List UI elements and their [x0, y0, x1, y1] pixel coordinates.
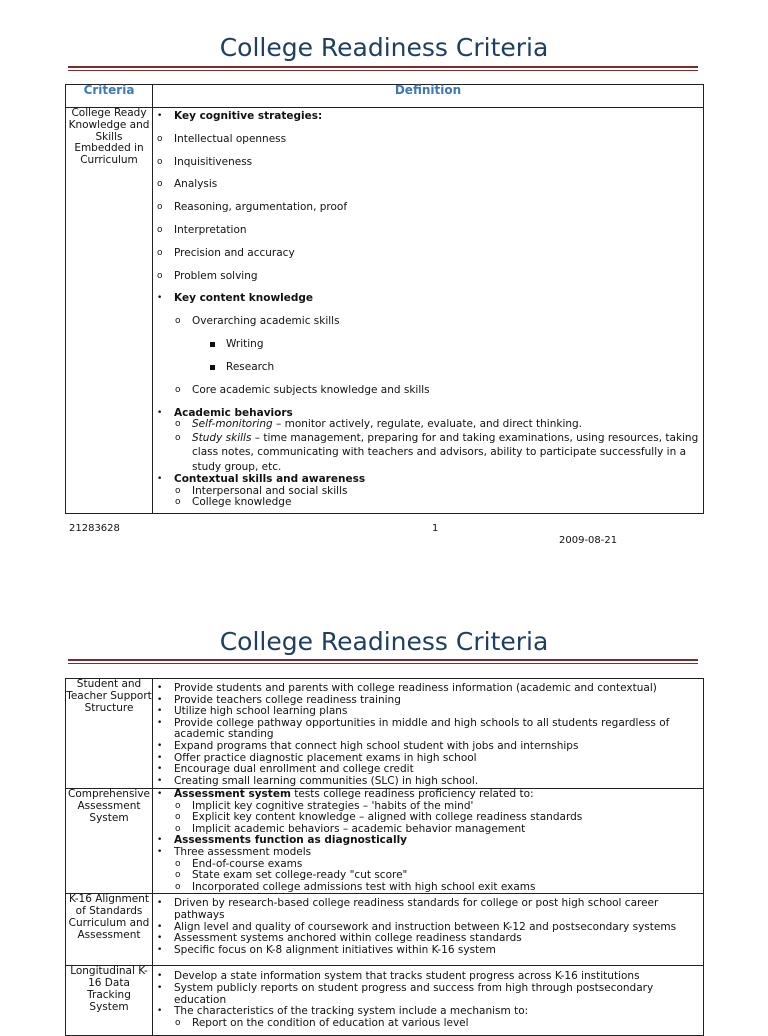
list-item: o Analysis: [157, 178, 218, 191]
definition-cell: [153, 108, 704, 514]
header-definition: Definition: [153, 85, 704, 108]
definition-list-2: [153, 408, 703, 509]
definition-list: [153, 789, 703, 893]
definition-list: [153, 111, 703, 407]
list-item: o Implicit key cognitive strategies – 'habits of the mind': [175, 799, 474, 812]
criteria-table: [65, 84, 704, 514]
list-item: • Assessment systems anchored within college readiness standards: [157, 932, 522, 945]
list-item: • Provide teachers college readiness training: [157, 693, 401, 706]
criteria-cell: Student and Teacher Support Structure: [66, 679, 153, 789]
criteria-cell: Longitudinal K-16 Data Tracking System: [66, 966, 153, 1036]
criteria-cell: Comprehensive Assessment System: [66, 789, 153, 894]
list-item: o Implicit academic behaviors – academic behavior management: [175, 822, 526, 835]
list-item: Writing: [153, 339, 703, 362]
footer-doc-id: 21283628: [69, 523, 120, 534]
criteria-table-2: [65, 678, 704, 1036]
list-item: o State exam set college-ready "cut score": [175, 869, 408, 882]
list-item: • Three assessment models: [157, 845, 312, 858]
list-item: o Interpretation: [157, 223, 247, 236]
list-item: o Inquisitiveness: [157, 155, 253, 168]
list-item: • Key content knowledge: [157, 292, 314, 305]
list-item: • Develop a state information system that tracks student progress across K-16 institutions: [157, 970, 640, 983]
list-item: o Overarching academic skills: [175, 315, 340, 328]
list-item: • Key cognitive strategies:: [157, 110, 323, 122]
list-item: • Contextual skills and awareness: [157, 473, 366, 486]
list-item: • Driven by research-based college readiness standards for college or post high school career pathways: [157, 897, 659, 921]
definition-list: [153, 971, 703, 1029]
list-item: o Self-monitoring – monitor actively, regulate, evaluate, and direct thinking.: [175, 418, 583, 431]
list-item: • Expand programs that connect high school student with jobs and internships: [157, 739, 579, 752]
page-title: College Readiness Criteria: [219, 33, 549, 62]
list-item: • Creating small learning communities (SLC) in high school.: [157, 774, 479, 787]
list-item: o Interpersonal and social skills: [175, 484, 348, 497]
definition-cell: [153, 789, 704, 894]
definition-list: [153, 683, 703, 787]
list-item: o Precision and accuracy: [157, 246, 295, 259]
list-item: • Academic behaviors: [157, 406, 293, 419]
list-item: • Specific focus on K-8 alignment initiatives within K-16 system: [157, 943, 496, 956]
header-criteria: Criteria: [66, 85, 153, 108]
list-item: o Explicit key content knowledge – aligned with college readiness standards: [175, 811, 583, 824]
criteria-cell: K-16 Alignment of Standards Curriculum and Assessment: [66, 894, 153, 966]
list-item: Research: [153, 362, 703, 385]
list-item: o Report on the condition of education at various level: [175, 1016, 469, 1029]
list-item: • Offer practice diagnostic placement exams in high school: [157, 751, 477, 764]
list-item: o Problem solving: [157, 269, 258, 282]
footer-page-number: 1: [432, 523, 439, 534]
list-item: • The characteristics of the tracking system include a mechanism to:: [157, 1005, 529, 1018]
title-divider-2: [68, 659, 698, 664]
list-item: o Intellectual openness: [157, 132, 287, 145]
list-item: • Assessments function as diagnostically: [157, 834, 408, 847]
list-item: • Provide students and parents with college readiness information (academic and contextual): [157, 682, 657, 694]
definition-list: [153, 898, 703, 956]
list-item: o Core academic subjects knowledge and skills: [175, 383, 430, 396]
page-title-2: College Readiness Criteria: [219, 627, 549, 656]
definition-cell: [153, 679, 704, 789]
list-item: o Reasoning, argumentation, proof: [157, 201, 348, 214]
definition-cell: [153, 894, 704, 966]
list-item: o Study skills – time management, preparing for and taking examinations, using resources, taking class notes, communicating with teachers and advisors, ability to participate successfully in a study group, etc.: [175, 431, 699, 473]
criteria-cell: College Ready Knowledge and Skills Embedded in Curriculum: [66, 108, 153, 514]
footer-date: 2009-08-21: [559, 535, 618, 546]
definition-cell: [153, 966, 704, 1036]
title-divider: [68, 66, 698, 71]
list-item: o Incorporated college admissions test with high school exit exams: [175, 880, 536, 893]
list-item: • Provide college pathway opportunities in middle and high schools to all students regardless of academic standing: [157, 716, 670, 741]
list-item: • Utilize high school learning plans: [157, 705, 348, 718]
list-item: o End-of-course exams: [175, 857, 303, 870]
list-item: • Encourage dual enrollment and college credit: [157, 763, 414, 776]
list-item: o College knowledge: [175, 496, 292, 509]
list-item: • Assessment system tests college readiness proficiency related to:: [157, 788, 534, 800]
list-item: • Align level and quality of coursework and instruction between K-12 and postsecondary systems: [157, 920, 677, 933]
list-item: • System publicly reports on student progress and success from high through postsecondary education: [157, 981, 654, 1006]
